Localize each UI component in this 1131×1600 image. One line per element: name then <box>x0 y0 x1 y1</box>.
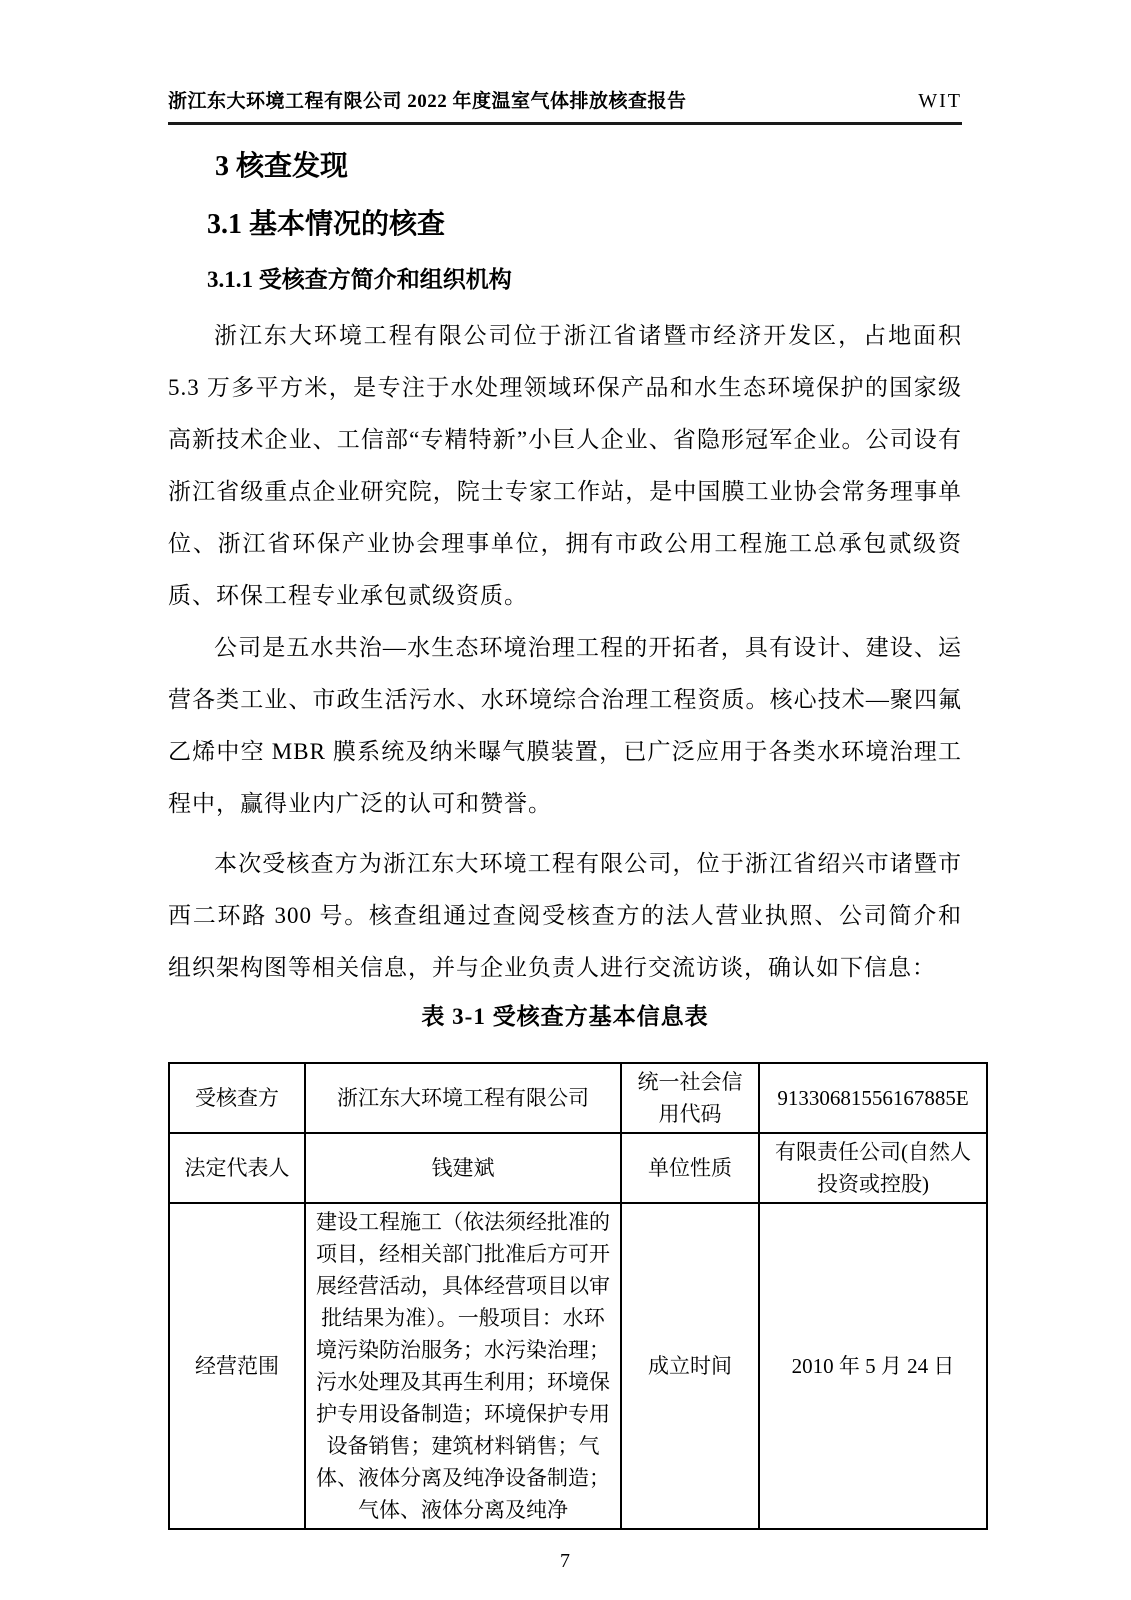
cell-value-credit-code: 91330681556167885E <box>759 1063 987 1133</box>
section-heading-3-1: 3.1 基本情况的核查 <box>207 209 446 240</box>
header-title: 浙江东大环境工程有限公司 2022 年度温室气体排放核查报告 <box>168 91 687 112</box>
cell-label-legal-representative: 法定代表人 <box>169 1133 305 1203</box>
table-row <box>169 1063 987 1133</box>
cell-value-company-name: 浙江东大环境工程有限公司 <box>305 1063 621 1133</box>
cell-label-business-scope: 经营范围 <box>169 1203 305 1529</box>
cell-label-credit-code: 统一社会信用代码 <box>621 1063 759 1133</box>
cell-value-establishment-date: 2010 年 5 月 24 日 <box>759 1203 987 1529</box>
paragraph-company-technology: 公司是五水共治—水生态环境治理工程的开拓者，具有设计、建设、运营各类工业、市政生活污水、水环境综合治理工程资质。核心技术—聚四氟乙烯中空 MBR 膜系统及纳米曝气膜装置，已广泛应用于各类水环境治理工程中，赢得业内广泛的认可和赞誉。 <box>168 635 962 816</box>
cell-label-verified-party: 受核查方 <box>169 1063 305 1133</box>
table-row <box>169 1133 987 1203</box>
paragraph-company-intro: 浙江东大环境工程有限公司位于浙江省诸暨市经济开发区，占地面积 5.3 万多平方米，是专注于水处理领域环保产品和水生态环境保护的国家级高新技术企业、工信部“专精特新”小巨人企业、省隐形冠军企业。公司设有浙江省级重点企业研究院，院士专家工作站，是中国膜工业协会常务理事单位、浙江省环保产业协会理事单位，拥有市政公用工程施工总承包贰级资质、环保工程专业承包贰级资质。 <box>168 323 962 608</box>
page-number: 7 <box>560 1550 570 1572</box>
cell-value-unit-nature: 有限责任公司(自然人投资或控股) <box>759 1133 987 1203</box>
paragraph-verification-scope: 本次受核查方为浙江东大环境工程有限公司，位于浙江省绍兴市诸暨市西二环路 300 号。核查组通过查阅受核查方的法人营业执照、公司简介和组织架构图等相关信息，并与企业负责人进行交流访谈，确认如下信息： <box>168 851 962 980</box>
section-heading-3-1-1: 3.1.1 受核查方简介和组织机构 <box>207 267 512 292</box>
table-caption: 表 3-1 受核查方基本信息表 <box>421 1004 709 1029</box>
header-logo: WIT <box>918 90 962 112</box>
table-row <box>169 1203 987 1529</box>
cell-value-legal-representative: 钱建斌 <box>305 1133 621 1203</box>
cell-label-unit-nature: 单位性质 <box>621 1133 759 1203</box>
cell-value-business-scope: 建设工程施工（依法须经批准的项目，经相关部门批准后方可开展经营活动，具体经营项目以审批结果为准）。一般项目：水环境污染防治服务；水污染治理；污水处理及其再生利用；环境保护专用设备制造；环境保护专用设备销售；建筑材料销售；气体、液体分离及纯净设备制造；气体、液体分离及纯净 <box>305 1203 621 1529</box>
cell-label-establishment-date: 成立时间 <box>621 1203 759 1529</box>
basic-info-table <box>168 1062 988 1530</box>
page-header <box>168 86 962 125</box>
section-heading-3: 3 核查发现 <box>215 151 349 182</box>
